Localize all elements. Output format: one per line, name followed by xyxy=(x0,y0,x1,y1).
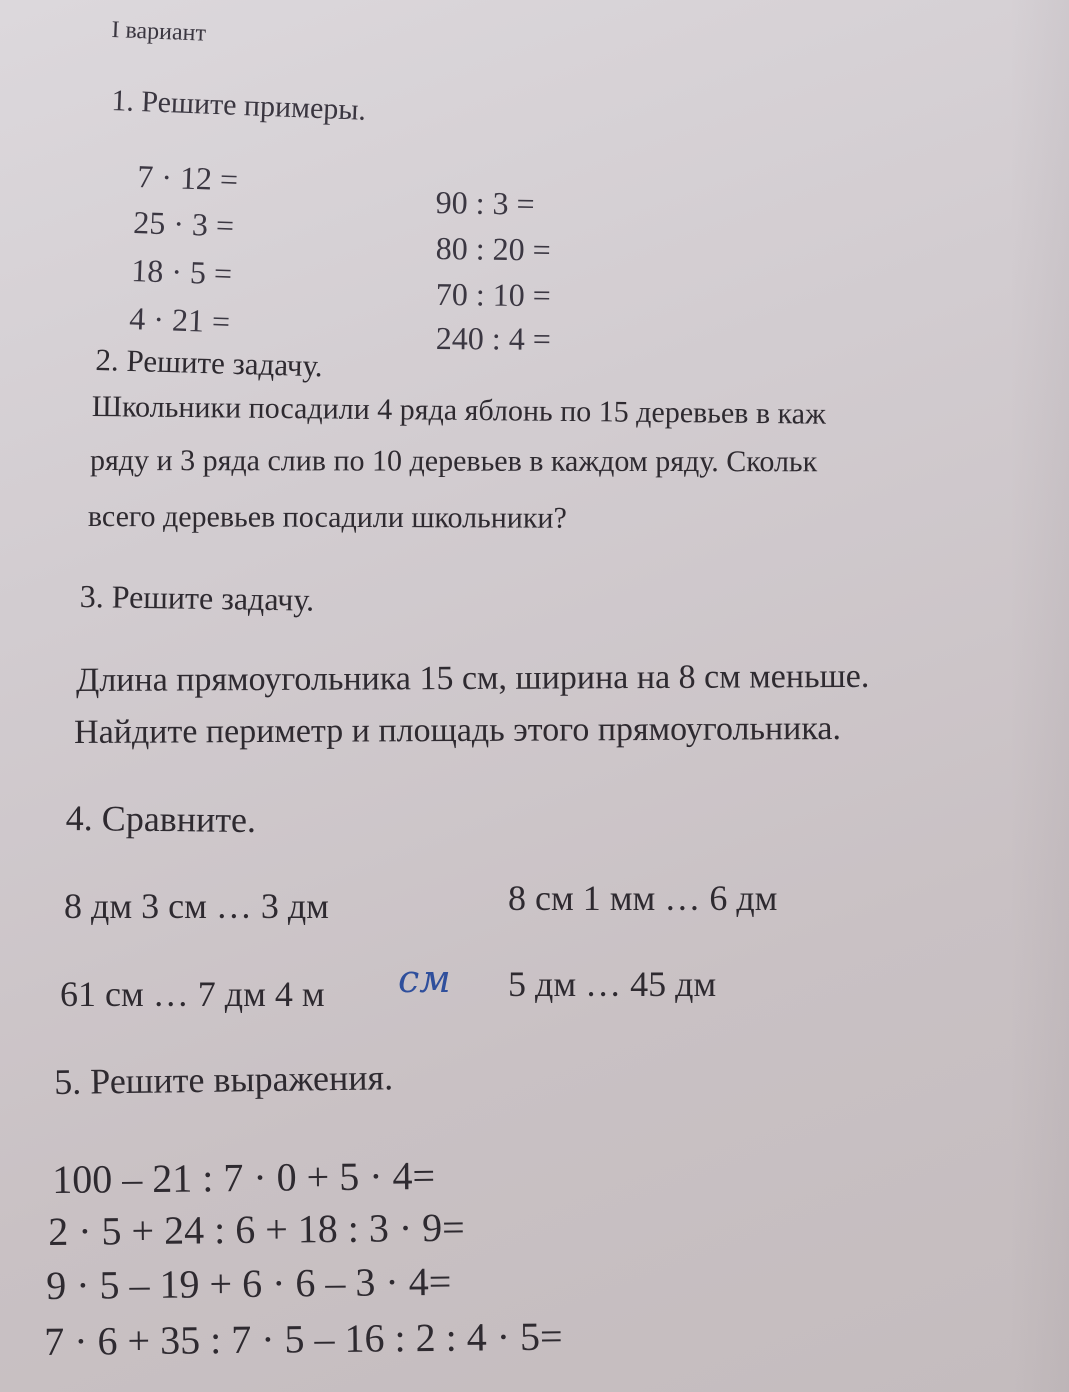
expression-line: 7 · 6 + 35 : 7 · 5 – 16 : 2 : 4 · 5= xyxy=(43,1313,563,1364)
compare-item: 5 дм … 45 дм xyxy=(508,964,717,1004)
task3-heading: 3. Решите задачу. xyxy=(79,578,315,618)
task1-left-example: 7 · 12 = xyxy=(136,158,239,198)
variant-title: I вариант xyxy=(111,17,207,47)
page-shadow xyxy=(1009,0,1069,1392)
task1-right-example: 70 : 10 = xyxy=(435,276,551,314)
task1-right-example: 80 : 20 = xyxy=(435,230,551,268)
task1-left-example: 18 · 5 = xyxy=(130,252,233,292)
handwritten-correction: см xyxy=(398,957,451,1001)
expression-line: 9 · 5 – 19 + 6 · 6 – 3 · 4= xyxy=(45,1258,452,1308)
task4-heading: 4. Сравните. xyxy=(65,798,257,840)
task5-heading: 5. Решите выражения. xyxy=(53,1057,394,1102)
task3-text-line: Найдите периметр и площадь этого прямоугольника. xyxy=(73,709,842,751)
task1-left-example: 4 · 21 = xyxy=(128,300,231,340)
compare-item: 8 дм 3 см … 3 дм xyxy=(64,886,329,926)
expression-line: 2 · 5 + 24 : 6 + 18 : 3 · 9= xyxy=(47,1204,465,1254)
task1-right-example: 90 : 3 = xyxy=(435,184,535,222)
compare-item: 61 см … 7 дм 4 м xyxy=(60,974,325,1014)
task1-right-example: 240 : 4 = xyxy=(435,320,551,357)
task2-text-line: всего деревьев посадили школьники? xyxy=(87,500,567,535)
task3-text-line: Длина прямоугольника 15 см, ширина на 8 см меньше. xyxy=(75,657,870,699)
expression-line: 100 – 21 : 7 · 0 + 5 · 4= xyxy=(51,1152,436,1202)
task2-text-line: Школьники посадили 4 ряда яблонь по 15 деревьев в каж xyxy=(91,390,826,431)
task2-heading: 2. Решите задачу. xyxy=(95,342,324,384)
compare-item: 8 см 1 мм … 6 дм xyxy=(508,878,778,918)
task1-heading: 1. Решите примеры. xyxy=(110,84,367,127)
task2-text-line: ряду и 3 ряда слив по 10 деревьев в каждом ряду. Скольк xyxy=(89,444,818,479)
task1-left-example: 25 · 3 = xyxy=(132,204,235,244)
